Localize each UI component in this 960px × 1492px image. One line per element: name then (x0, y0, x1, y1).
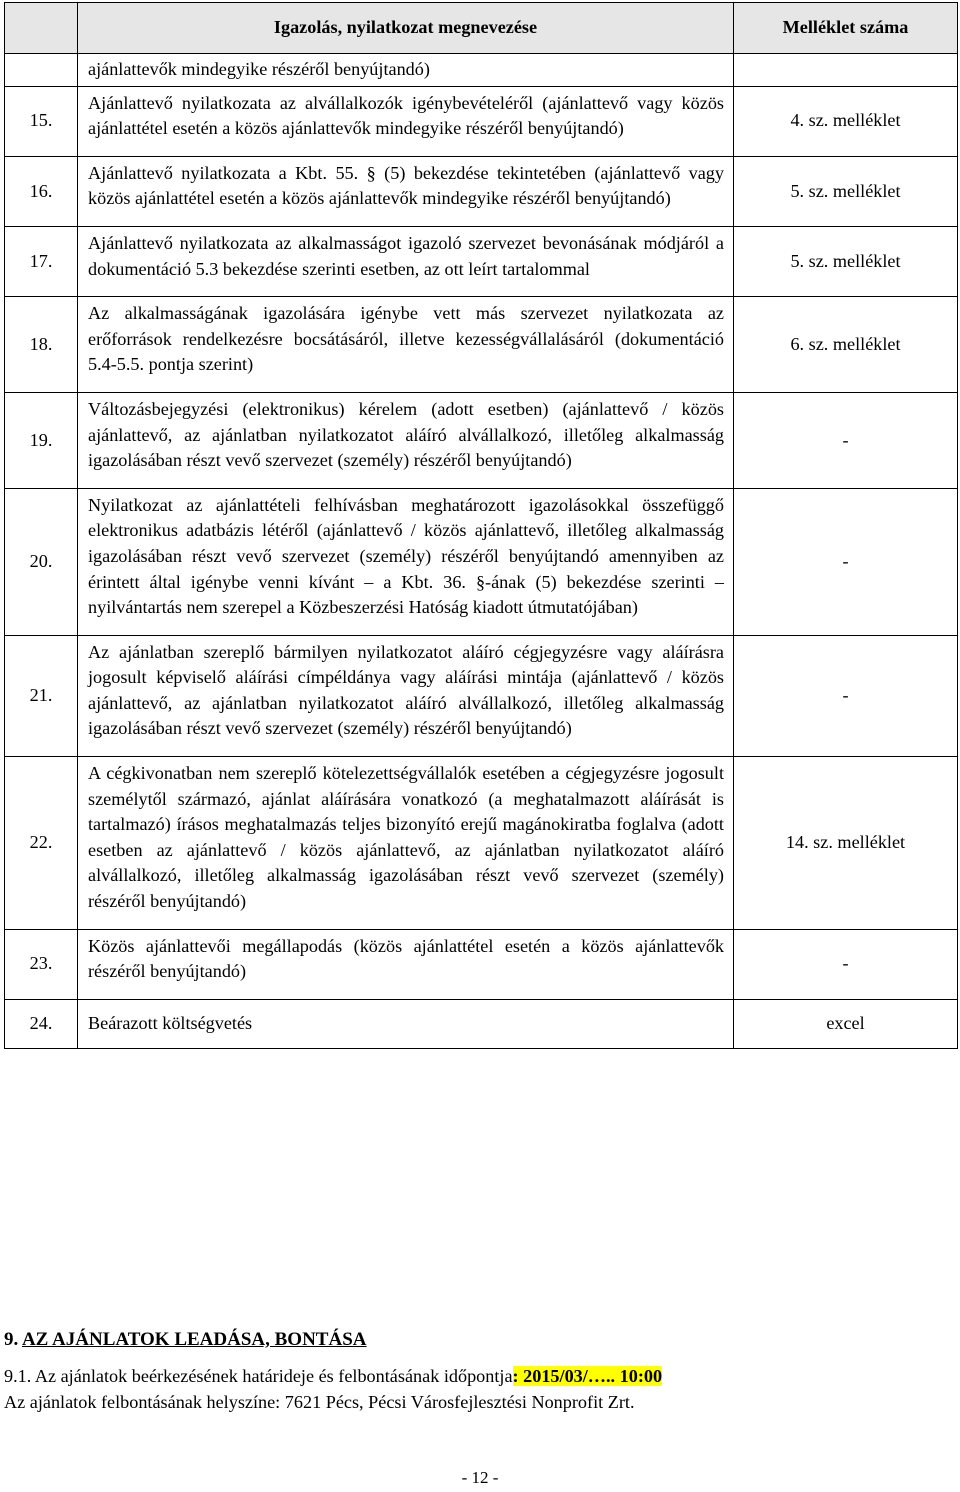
row-attachment: 5. sz. melléklet (734, 226, 958, 296)
table-header-row (5, 3, 958, 54)
row-description: Változásbejegyzési (elektronikus) kérelem (adott esetben) (ajánlattevő / közös ajánlattevő, az ajánlatban nyilatkozatot aláíró alvállalkozó, illetőleg alkalmasság igazolásában részt vevő szervezet (személy) részéről benyújtandó) (78, 392, 734, 488)
row-number: 18. (5, 297, 78, 393)
row-number: 23. (5, 929, 78, 999)
opening-location: Az ajánlatok felbontásának helyszíne: 7621 Pécs, Pécsi Városfejlesztési Nonprofit Zrt. (4, 1392, 635, 1412)
table-row (5, 999, 958, 1048)
row-description: Ajánlattevő nyilatkozata a Kbt. 55. § (5) bekezdése tekintetében (ajánlattevő vagy közös ajánlattétel esetén a közös ajánlattevők mindegyike részéről benyújtandó) (78, 156, 734, 226)
row-description: A cégkivonatban nem szereplő kötelezettségvállalók esetében a cégjegyzésre jogosult személytől származó, ajánlat aláírására vonatkozó (a meghatalmazott aláírását is tartalmazó) írásos meghatalmazás teljes bizonyító erejű magánokiratba foglalva (adott esetben az ajánlattevő / közös ajánlattevő, az ajánlatban nyilatkozatot aláíró alvállalkozó, illetőleg alkalmasság igazolásában részt vevő szervezet (személy) részéről benyújtandó) (78, 757, 734, 930)
row-attachment: - (734, 929, 958, 999)
row-attachment: 14. sz. melléklet (734, 757, 958, 930)
row-number: 21. (5, 635, 78, 756)
row-description: Az alkalmasságának igazolására igénybe vett más szervezet nyilatkozata az erőforrások rendelkezésre bocsátásáról, illetve kezességvállalásáról (dokumentáció 5.4-5.5. pontja szerint) (78, 297, 734, 393)
row-description: Közös ajánlattevői megállapodás (közös ajánlattétel esetén a közös ajánlattevők részéről benyújtandó) (78, 929, 734, 999)
row-number (5, 54, 78, 87)
row-attachment (734, 54, 958, 87)
deadline-line (4, 1366, 662, 1387)
row-attachment: 6. sz. melléklet (734, 297, 958, 393)
row-attachment: 5. sz. melléklet (734, 156, 958, 226)
row-attachment: - (734, 392, 958, 488)
table-row (5, 297, 958, 393)
deadline-label: 9.1. Az ajánlatok beérkezésének határideje és felbontásának időpontja (4, 1366, 513, 1386)
table-row (5, 635, 958, 756)
row-description: Az ajánlatban szereplő bármilyen nyilatkozatot aláíró cégjegyzésre vagy aláírásra jogosult képviselő aláírási címpéldánya vagy aláírási mintája (ajánlattevő / közös ajánlattevő, az ajánlatban nyilatkozatot aláíró alvállalkozó, illetőleg alkalmasság igazolásában részt vevő szervezet (személy) részéről benyújtandó) (78, 635, 734, 756)
row-attachment: excel (734, 999, 958, 1048)
table-row (5, 156, 958, 226)
section-heading (4, 1329, 367, 1351)
documents-table (4, 2, 958, 1049)
table-row (5, 226, 958, 296)
row-number: 22. (5, 757, 78, 930)
section-number: 9. (4, 1329, 19, 1350)
table-row (5, 392, 958, 488)
section-title: AZ AJÁNLATOK LEADÁSA, BONTÁSA (21, 1329, 367, 1350)
deadline-value: : 2015/03/….. 10:00 (512, 1366, 663, 1386)
table-row (5, 86, 958, 156)
row-attachment: - (734, 635, 958, 756)
table-row (5, 54, 958, 87)
row-number: 16. (5, 156, 78, 226)
row-number: 17. (5, 226, 78, 296)
row-attachment: 4. sz. melléklet (734, 86, 958, 156)
row-number: 15. (5, 86, 78, 156)
table-row (5, 488, 958, 635)
page-number: - 12 - (461, 1468, 499, 1487)
header-document-name: Igazolás, nyilatkozat megnevezése (78, 3, 734, 54)
row-description: Nyilatkozat az ajánlattételi felhívásban meghatározott igazolásokkal összefüggő elektronikus adatbázis létéről (ajánlattevő / közös ajánlattevő, illetőleg alkalmasság igazolásában részt vevő szervezet (személy) részéről benyújtandó amennyiben az érintett által igénybe venni kívánt – a Kbt. 36. §-ának (5) bekezdése szerinti – nyilvántartás nem szerepel a Közbeszerzési Hatóság kiadott útmutatójában) (78, 488, 734, 635)
header-number (5, 3, 78, 54)
row-number: 24. (5, 999, 78, 1048)
row-description: Ajánlattevő nyilatkozata az alvállalkozók igénybevételéről (ajánlattevő vagy közös ajánlattétel esetén a közös ajánlattevők mindegyike részéről benyújtandó) (78, 86, 734, 156)
row-description: Beárazott költségvetés (78, 999, 734, 1048)
row-number: 20. (5, 488, 78, 635)
row-number: 19. (5, 392, 78, 488)
row-description: Ajánlattevő nyilatkozata az alkalmasságot igazoló szervezet bevonásának módjáról a dokumentáció 5.3 bekezdése szerinti esetben, az ott leírt tartalommal (78, 226, 734, 296)
table-row (5, 757, 958, 930)
row-description: ajánlattevők mindegyike részéről benyújtandó) (78, 54, 734, 87)
header-attachment-number: Melléklet száma (734, 3, 958, 54)
row-attachment: - (734, 488, 958, 635)
table-row (5, 929, 958, 999)
